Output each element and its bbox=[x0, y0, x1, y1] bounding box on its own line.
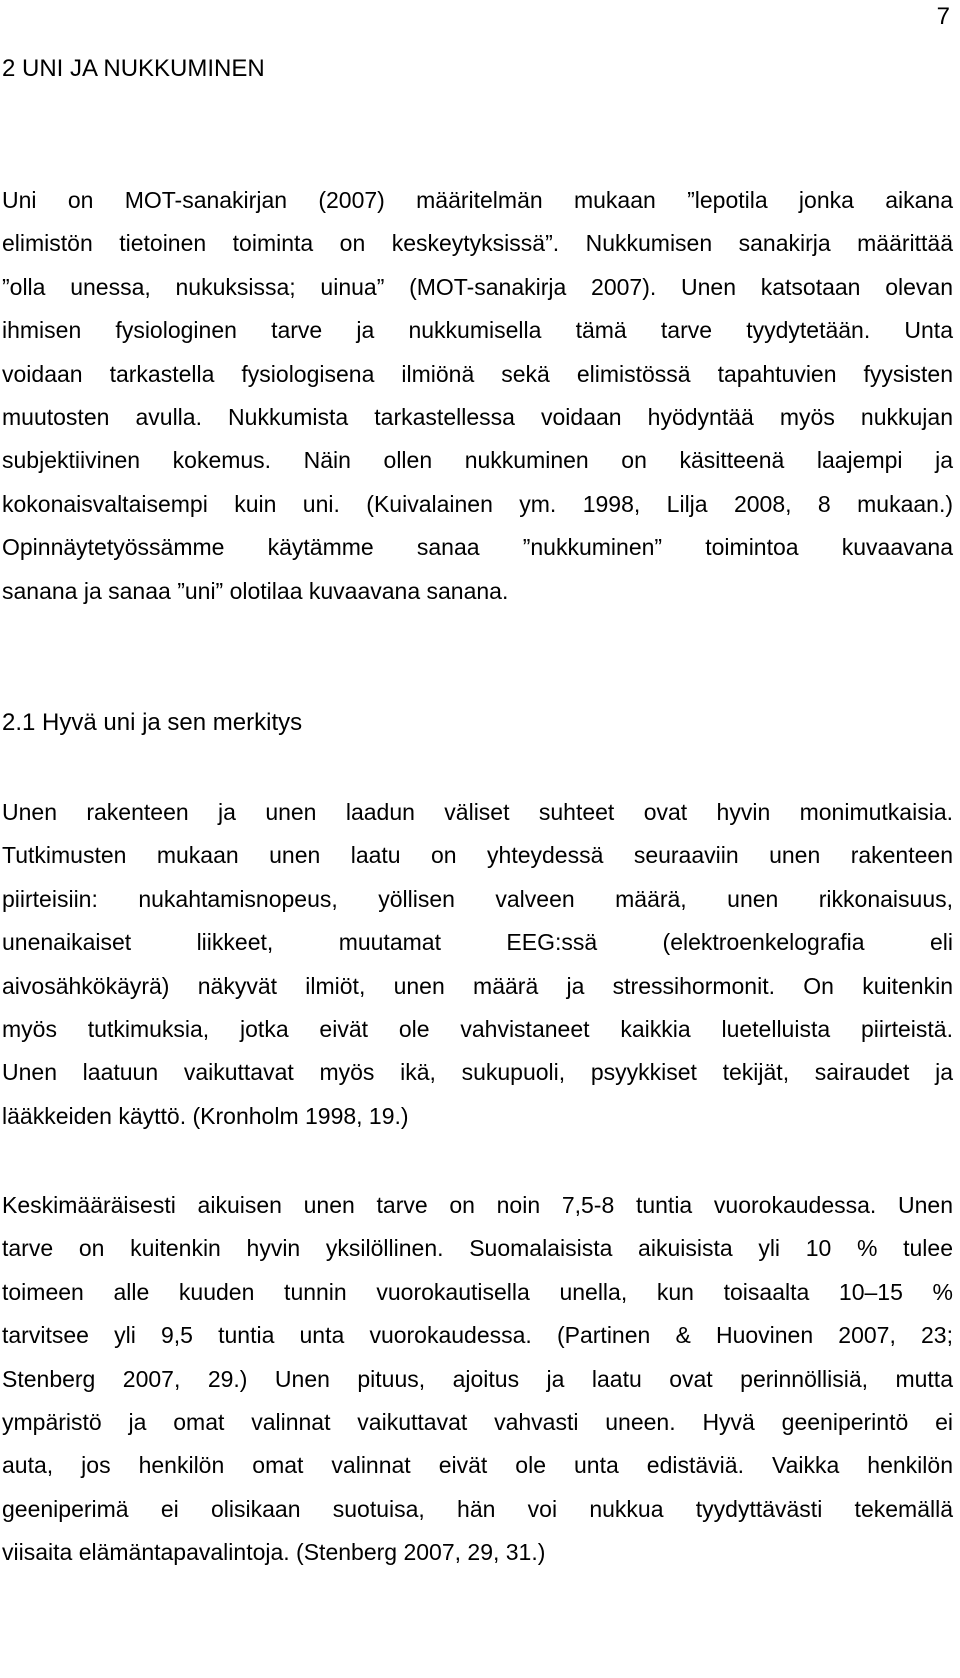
paragraph-line: muutosten avulla. Nukkumista tarkastellessa voidaan hyödyntää myös nukkujan bbox=[2, 404, 953, 431]
paragraph-line: auta, jos henkilön omat valinnat eivät ole unta edistäviä. Vaikka henkilön bbox=[2, 1452, 953, 1479]
paragraph-line: ”olla unessa, nukuksissa; uinua” (MOT-sanakirja 2007). Unen katsotaan olevan bbox=[2, 273, 953, 300]
paragraph-line: unenaikaiset liikkeet, muutamat EEG:ssä (elektroenkelografia eli bbox=[2, 929, 953, 956]
page-number: 7 bbox=[936, 3, 950, 30]
paragraph-line: Uni on MOT-sanakirjan (2007) määritelmän mukaan ”lepotila jonka aikana bbox=[2, 187, 953, 213]
paragraph-line: Tutkimusten mukaan unen laatu on yhteydessä seuraaviin unen rakenteen bbox=[2, 842, 953, 869]
paragraph-line: aivosähkökäyrä) näkyvät ilmiöt, unen määrä ja stressihormonit. On kuitenkin bbox=[2, 972, 953, 999]
section-title: 2.1 Hyvä uni ja sen merkitys bbox=[2, 709, 303, 736]
paragraph-line: tarvitsee yli 9,5 tuntia unta vuorokaudessa. (Partinen & Huovinen 2007, 23; bbox=[2, 1322, 953, 1349]
paragraph-line: kokonaisvaltaisempi kuin uni. (Kuivalainen ym. 1998, Lilja 2008, 8 mukaan.) bbox=[2, 490, 953, 517]
paragraph-line: Stenberg 2007, 29.) Unen pituus, ajoitus ja laatu ovat perinnöllisiä, mutta bbox=[2, 1365, 953, 1392]
paragraph-line: viisaita elämäntapavalintoja. (Stenberg 2007, 29, 31.) bbox=[2, 1539, 546, 1566]
paragraph-line: elimistön tietoinen toiminta on keskeytyksissä”. Nukkumisen sanakirja määrittää bbox=[2, 230, 953, 257]
paragraph-line: myös tutkimuksia, jotka eivät ole vahvistaneet kaikkia luetelluista piirteistä. bbox=[2, 1016, 953, 1043]
paragraph-line: Unen rakenteen ja unen laadun väliset suhteet ovat hyvin monimutkaisia. bbox=[2, 799, 953, 825]
paragraph-line: ihmisen fysiologinen tarve ja nukkumisella tämä tarve tyydytetään. Unta bbox=[2, 317, 953, 344]
paragraph-line: lääkkeiden käyttö. (Kronholm 1998, 19.) bbox=[2, 1102, 409, 1129]
paragraph-line: Opinnäytetyössämme käytämme sanaa ”nukkuminen” toimintoa kuvaavana bbox=[2, 534, 953, 561]
paragraph-3 bbox=[2, 1184, 953, 1575]
paragraph-line: voidaan tarkastella fysiologisena ilmiönä sekä elimistössä tapahtuvien fyysisten bbox=[2, 360, 953, 387]
paragraph-2 bbox=[2, 791, 953, 1138]
paragraph-line: Unen laatuun vaikuttavat myös ikä, sukupuoli, psyykkiset tekijät, sairaudet ja bbox=[2, 1059, 953, 1086]
paragraph-line: sanana ja sanaa ”uni” olotilaa kuvaavana sanana. bbox=[2, 577, 509, 604]
paragraph-line: Keskimääräisesti aikuisen unen tarve on noin 7,5-8 tuntia vuorokaudessa. Unen bbox=[2, 1192, 953, 1218]
paragraph-line: tarve on kuitenkin hyvin yksilöllinen. Suomalaisista aikuisista yli 10 % tulee bbox=[2, 1235, 953, 1262]
paragraph-line: subjektiivinen kokemus. Näin ollen nukkuminen on käsitteenä laajempi ja bbox=[2, 447, 953, 474]
paragraph-line: toimeen alle kuuden tunnin vuorokautisella unella, kun toisaalta 10–15 % bbox=[2, 1278, 953, 1305]
paragraph-line: geeniperimä ei olisikaan suotuisa, hän voi nukkua tyydyttävästi tekemällä bbox=[2, 1495, 953, 1522]
paragraph-line: piirteisiin: nukahtamisnopeus, yöllisen valveen määrä, unen rikkonaisuus, bbox=[2, 885, 953, 912]
chapter-title: 2 UNI JA NUKKUMINEN bbox=[2, 55, 265, 82]
paragraph-line: ympäristö ja omat valinnat vaikuttavat vahvasti uneen. Hyvä geeniperintö ei bbox=[2, 1409, 953, 1436]
paragraph-1 bbox=[2, 179, 953, 613]
